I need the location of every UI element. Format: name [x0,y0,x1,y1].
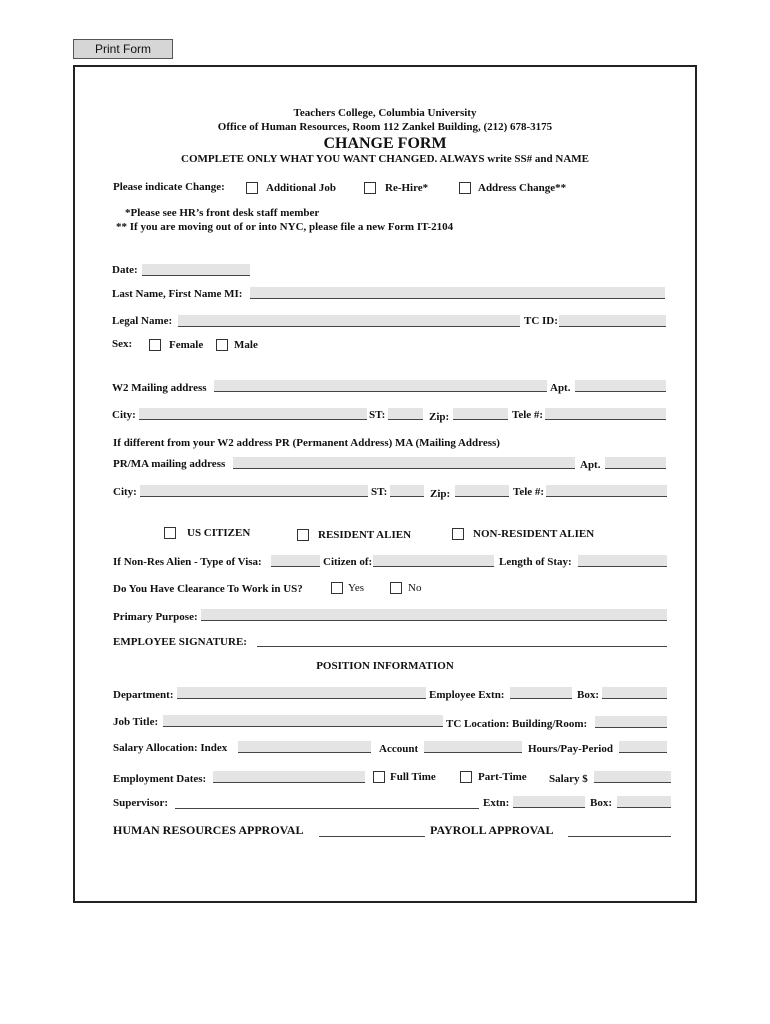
zip-field[interactable] [453,408,508,420]
primary-purpose-field[interactable] [201,609,667,621]
salary-field[interactable] [594,771,671,783]
instruction-text: COMPLETE ONLY WHAT YOU WANT CHANGED. ALWAYS write SS# and NAME [181,153,589,165]
tele-label: Tele #: [512,409,544,421]
office-info: Office of Human Resources, Room 112 Zankel Building, (212) 678-3175 [217,121,553,133]
supervisor-box-field[interactable] [617,796,671,808]
prma-field[interactable] [233,457,575,469]
resident-alien-label: RESIDENT ALIEN [318,529,412,541]
full-time-checkbox[interactable] [373,771,385,783]
payroll-approval-label: PAYROLL APPROVAL [430,823,554,837]
tc-id-field[interactable] [559,315,666,327]
legal-name-field[interactable] [178,315,520,327]
visa-type-field[interactable] [271,555,320,567]
supervisor-line[interactable] [175,808,479,809]
clearance-yes-checkbox[interactable] [331,582,343,594]
prma-tele-field[interactable] [546,485,667,497]
primary-purpose-label: Primary Purpose: [113,611,198,623]
legal-name-label: Legal Name: [112,315,173,327]
name-field[interactable] [250,287,665,299]
hr-desk-note: *Please see HR’s front desk staff member [125,207,320,219]
payroll-approval-line[interactable] [568,836,671,837]
employee-extn-label: Employee Extn: [429,689,505,701]
w2-mailing-label: W2 Mailing address [112,382,207,394]
hr-approval-label: HUMAN RESOURCES APPROVAL [113,823,304,837]
additional-job-checkbox[interactable] [246,182,258,194]
prma-city-field[interactable] [140,485,368,497]
sex-label: Sex: [112,338,133,350]
address-change-checkbox[interactable] [459,182,471,194]
non-resident-alien-label: NON-RESIDENT ALIEN [473,528,595,540]
female-checkbox[interactable] [149,339,161,351]
prma-tele-label: Tele #: [513,486,545,498]
date-label: Date: [112,264,138,276]
hours-label: Hours/Pay-Period [528,743,613,755]
department-field[interactable] [177,687,426,699]
clearance-no-label: No [408,582,422,594]
tc-location-field[interactable] [595,716,667,728]
signature-label: EMPLOYEE SIGNATURE: [113,636,247,648]
additional-job-label: Additional Job [266,182,336,194]
zip-label: Zip: [429,411,450,423]
us-citizen-label: US CITIZEN [187,527,251,539]
box-field[interactable] [602,687,667,699]
part-time-label: Part-Time [478,771,527,783]
st-label: ST: [369,409,386,421]
female-label: Female [169,339,204,351]
signature-line[interactable] [257,646,667,647]
print-form-button[interactable]: Print Form [73,39,173,59]
rehire-checkbox[interactable] [364,182,376,194]
clearance-label: Do You Have Clearance To Work in US? [113,583,303,595]
prma-st-field[interactable] [390,485,424,497]
account-field[interactable] [424,741,522,753]
rehire-label: Re-Hire* [385,182,429,194]
w2-apt-label: Apt. [550,382,571,394]
citizen-of-label: Citizen of: [323,556,373,568]
tele-field[interactable] [545,408,666,420]
part-time-checkbox[interactable] [460,771,472,783]
different-address-note: If different from your W2 address PR (Permanent Address) MA (Mailing Address) [113,437,500,449]
st-field[interactable] [388,408,423,420]
position-info-heading: POSITION INFORMATION [316,660,454,672]
w2-apt-field[interactable] [575,380,666,392]
resident-alien-checkbox[interactable] [297,529,309,541]
prma-apt-label: Apt. [580,459,601,471]
job-title-label: Job Title: [113,716,159,728]
w2-mailing-field[interactable] [214,380,547,392]
employment-dates-label: Employment Dates: [113,773,207,785]
prma-label: PR/MA mailing address [113,458,226,470]
clearance-no-checkbox[interactable] [390,582,402,594]
hours-field[interactable] [619,741,667,753]
prma-zip-field[interactable] [455,485,509,497]
salary-label: Salary $ [549,773,588,785]
us-citizen-checkbox[interactable] [164,527,176,539]
length-of-stay-field[interactable] [578,555,667,567]
job-title-field[interactable] [163,715,443,727]
account-label: Account [379,743,419,755]
supervisor-extn-field[interactable] [513,796,585,808]
change-label: Please indicate Change: [113,181,225,193]
prma-st-label: ST: [371,486,388,498]
department-label: Department: [113,689,174,701]
city-field[interactable] [139,408,367,420]
date-field[interactable] [142,264,250,276]
city-label: City: [112,409,136,421]
supervisor-extn-label: Extn: [483,797,510,809]
supervisor-box-label: Box: [590,797,612,809]
prma-apt-field[interactable] [605,457,666,469]
tc-location-label: TC Location: Building/Room: [446,718,588,730]
institution-name: Teachers College, Columbia University [293,107,477,119]
tc-id-label: TC ID: [524,315,558,327]
citizen-of-field[interactable] [373,555,494,567]
salary-index-field[interactable] [238,741,371,753]
employee-extn-field[interactable] [510,687,572,699]
male-label: Male [234,339,258,351]
supervisor-label: Supervisor: [113,797,168,809]
length-of-stay-label: Length of Stay: [499,556,572,568]
male-checkbox[interactable] [216,339,228,351]
non-resident-alien-checkbox[interactable] [452,528,464,540]
prma-city-label: City: [113,486,137,498]
nyc-note: ** If you are moving out of or into NYC, please file a new Form IT-2104 [116,221,454,233]
full-time-label: Full Time [390,771,436,783]
salary-allocation-label: Salary Allocation: Index [113,742,228,754]
form-title: CHANGE FORM [323,135,447,152]
address-change-label: Address Change** [478,182,567,194]
hr-approval-line[interactable] [319,836,425,837]
clearance-yes-label: Yes [348,582,365,594]
employment-dates-field[interactable] [213,771,365,783]
name-label: Last Name, First Name MI: [112,288,243,300]
box-label: Box: [577,689,599,701]
prma-zip-label: Zip: [430,488,451,500]
visa-type-label: If Non-Res Alien - Type of Visa: [113,556,262,568]
